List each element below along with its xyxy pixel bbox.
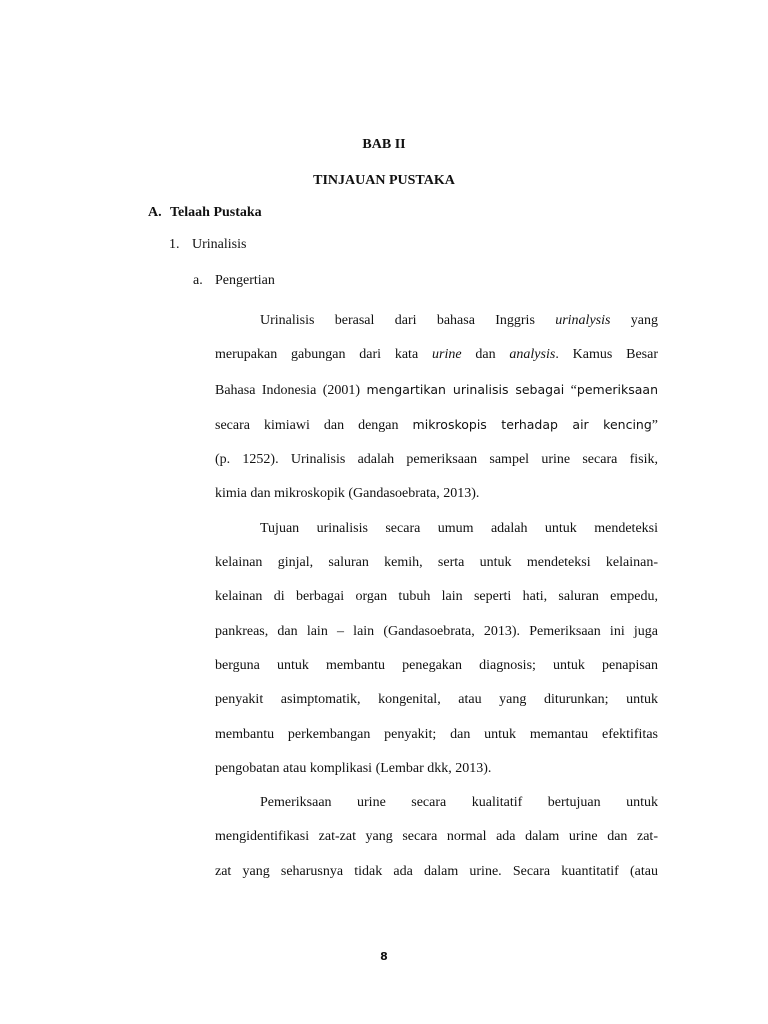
subsubsection-marker: a. — [193, 273, 203, 288]
text-line: pengobatan atau komplikasi (Lembar dkk, 2013). — [215, 760, 492, 776]
section-title: Telaah Pustaka — [170, 205, 262, 220]
sans-text-run: mengartikan urinalisis sebagai — [366, 381, 565, 397]
text-line: berguna untuk membantu penegakan diagnosis; untuk penapisan — [215, 657, 658, 673]
sans-text-run: pemeriksaan — [576, 381, 658, 397]
section-marker: A. — [148, 205, 162, 220]
body-text — [215, 304, 658, 889]
text-line: mengidentifikasi zat-zat yang secara normal ada dalam urine dan zat- — [215, 829, 658, 845]
text-line: (p. 1252). Urinalisis adalah pemeriksaan sampel urine secara fisik, — [215, 452, 658, 468]
italic-term: analysis — [509, 347, 556, 363]
text-line: Pemeriksaan urine secara kualitatif bertujuan untuk — [260, 795, 658, 811]
subsection-heading — [169, 237, 246, 253]
section-heading — [148, 205, 262, 221]
text-line: penyakit asimptomatik, kongenital, atau yang diturunkan; untuk — [215, 692, 658, 708]
subsubsection-heading — [193, 273, 275, 289]
text-line: Bahasa Indonesia (2001) mengartikan urinalisis sebagai “pemeriksaan — [215, 381, 658, 398]
text-line: Tujuan urinalisis secara umum adalah untuk mendeteksi — [260, 520, 658, 536]
subsection-marker: 1. — [169, 237, 180, 252]
text-line: kimia dan mikroskopik (Gandasoebrata, 2013). — [215, 486, 480, 502]
text-line: kelainan di berbagai organ tubuh lain seperti hati, saluran empedu, — [215, 589, 658, 605]
italic-term: urine — [432, 347, 462, 363]
text-line: zat yang seharusnya tidak ada dalam urine. Secara kuantitatif (atau — [215, 863, 658, 879]
paragraph — [215, 304, 658, 512]
text-line: membantu perkembangan penyakit; dan untuk memantau efektifitas — [215, 726, 658, 742]
text-line: Urinalisis berasal dari bahasa Inggris urinalysis yang — [260, 313, 658, 328]
text-line: merupakan gabungan dari kata urine dan analysis. Kamus Besar — [215, 347, 658, 363]
text-line: secara kimiawi dan dengan mikroskopis terhadap air kencing” — [215, 416, 658, 433]
page-number: 8 — [380, 950, 388, 963]
paragraph — [215, 512, 658, 786]
text-line: kelainan ginjal, saluran kemih, serta untuk mendeteksi kelainan- — [215, 555, 658, 571]
paragraph — [215, 786, 658, 889]
chapter-number: BAB II — [362, 137, 406, 152]
subsubsection-title: Pengertian — [215, 273, 275, 288]
subsection-title: Urinalisis — [192, 237, 247, 252]
sans-text-run: mikroskopis terhadap air kencing — [412, 416, 652, 432]
text-line: pankreas, dan lain – lain (Gandasoebrata, 2013). Pemeriksaan ini juga — [215, 623, 658, 639]
chapter-title: TINJAUAN PUSTAKA — [313, 173, 455, 188]
italic-term: urinalysis — [555, 313, 611, 328]
